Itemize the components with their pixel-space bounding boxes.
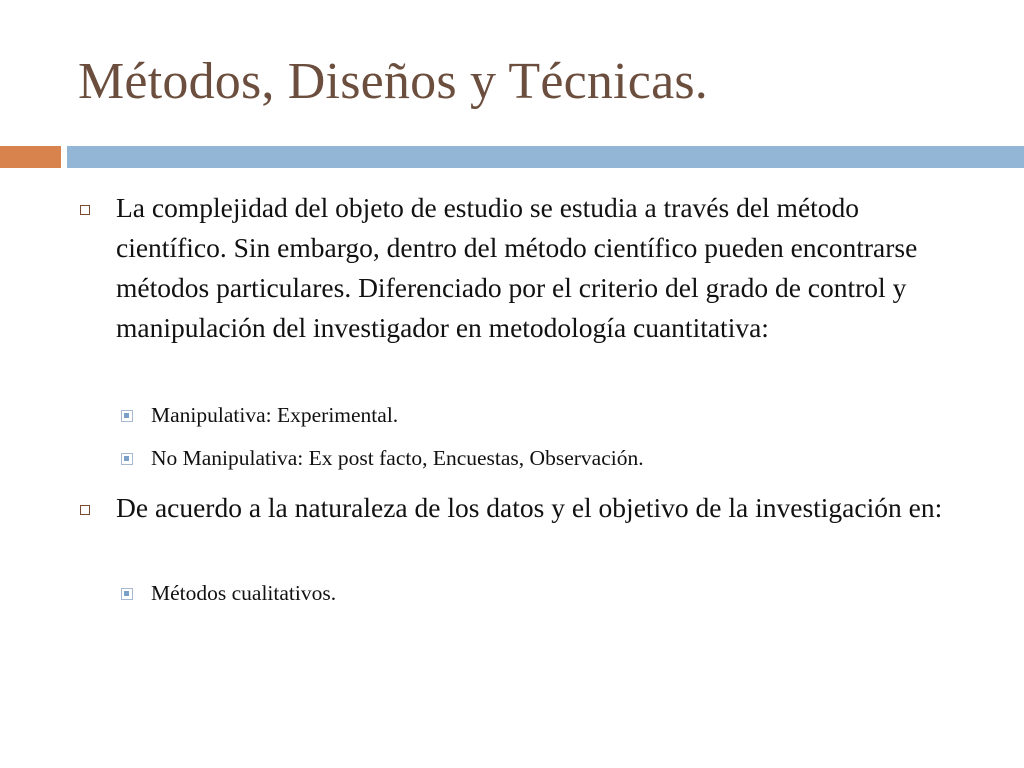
filled-square-bullet-icon xyxy=(121,588,133,600)
bullet-text: De acuerdo a la naturaleza de los datos y el objetivo de la investigación en: xyxy=(116,492,943,523)
slide-title: Métodos, Diseños y Técnicas. xyxy=(78,53,708,110)
square-bullet-icon xyxy=(80,505,90,515)
sub-bullet-text: Métodos cualitativos. xyxy=(151,581,337,605)
filled-square-bullet-icon xyxy=(121,410,133,422)
sub-bullet-text: Manipulativa: Experimental. xyxy=(151,403,399,427)
square-bullet-icon xyxy=(80,205,90,215)
filled-square-bullet-icon xyxy=(121,453,133,465)
bullet-text: La complejidad del objeto de estudio se estudia a través del método científico. Sin embargo, dentro del método científico pueden encontrarse métodos particulares. Diferenciado por el criterio del grado de control y manipulación del investigador en metodología cuantitativa: xyxy=(116,192,918,343)
sub-bullet-text: No Manipulativa: Ex post facto, Encuestas, Observación. xyxy=(151,446,644,470)
